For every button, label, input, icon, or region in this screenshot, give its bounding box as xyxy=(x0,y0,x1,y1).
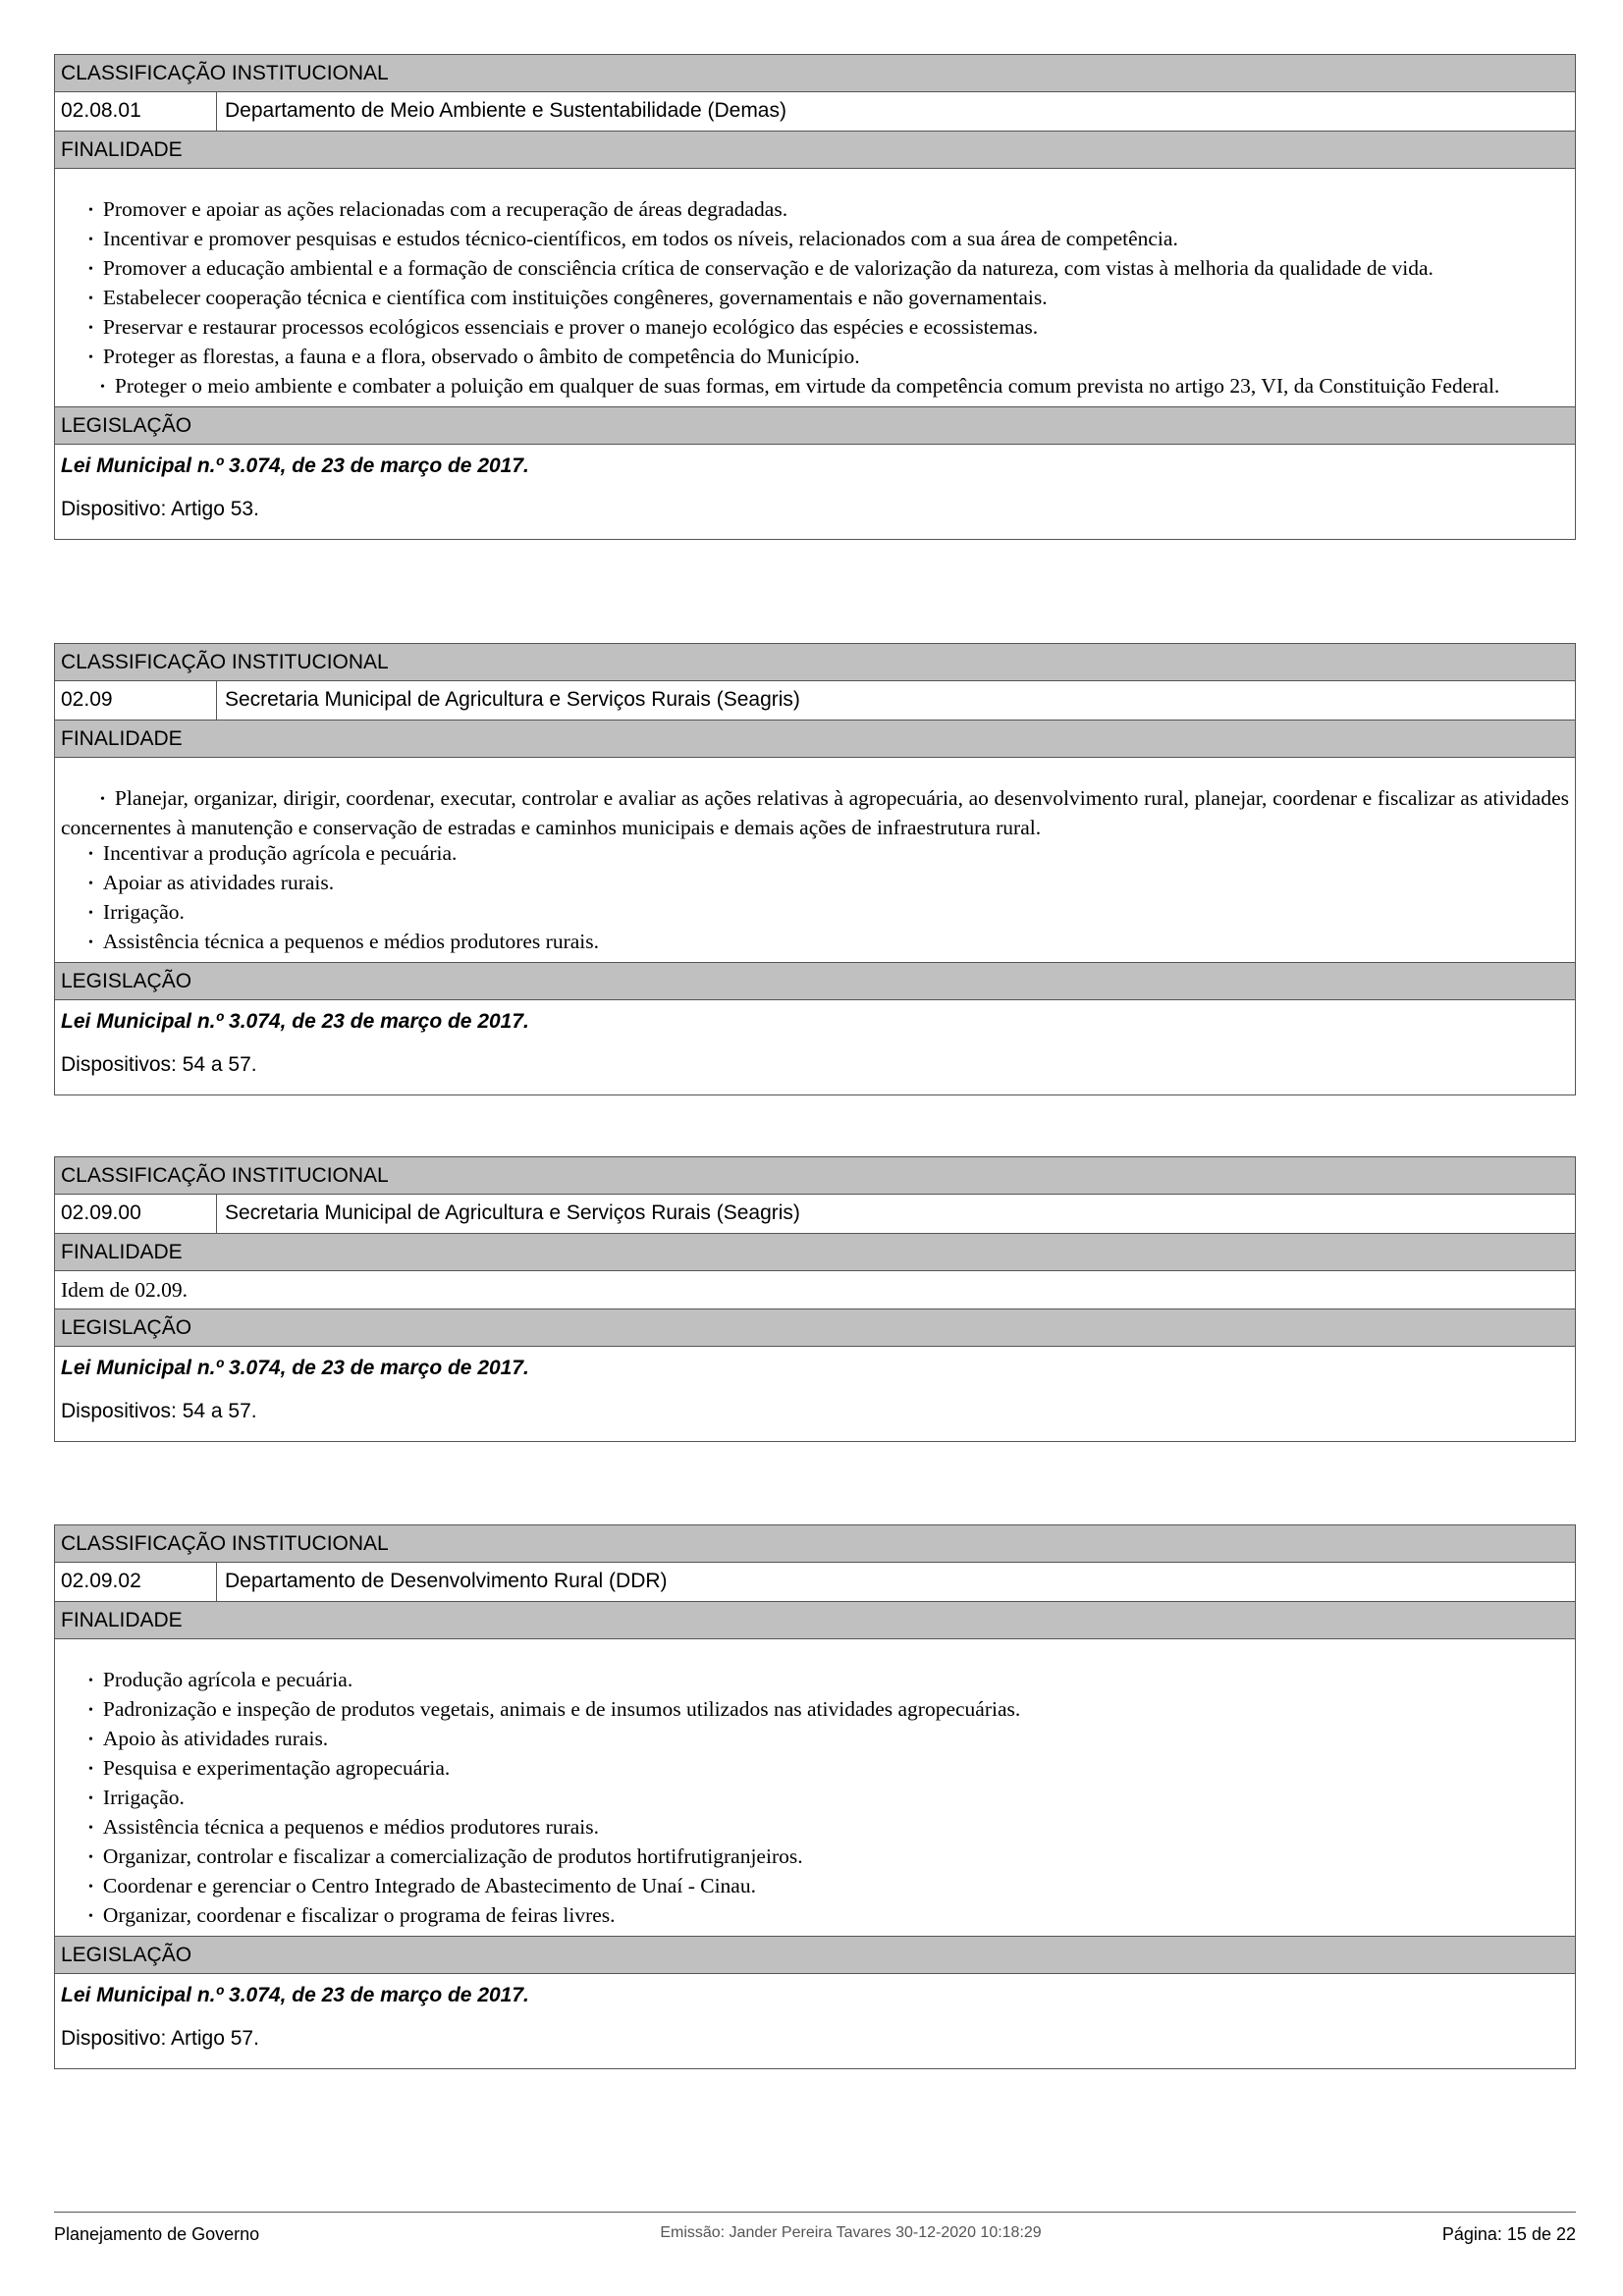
list-item: • Apoiar as atividades rurais. xyxy=(88,871,335,894)
bullet-icon: • xyxy=(88,1674,93,1688)
finalidade-header: FINALIDADE xyxy=(55,1234,1575,1271)
bullet-icon: • xyxy=(88,321,93,336)
classification-name: Departamento de Desenvolvimento Rural (DDR) xyxy=(225,1570,668,1592)
dispositivo-text: Dispositivo: Artigo 53. xyxy=(61,498,259,520)
finalidade-header: FINALIDADE xyxy=(55,1602,1575,1639)
classification-code: 02.09.02 xyxy=(55,1563,217,1601)
classification-header: CLASSIFICAÇÃO INSTITUCIONAL xyxy=(55,55,1575,92)
bullet-icon: • xyxy=(88,1880,93,1895)
bullet-icon: • xyxy=(88,1850,93,1865)
list-item: • Incentivar a produção agrícola e pecuária. xyxy=(88,841,458,865)
list-item: • Pesquisa e experimentação agropecuária. xyxy=(88,1756,451,1780)
classification-block-02-09-02 xyxy=(54,1524,1576,2069)
list-item: • Promover a educação ambiental e a formação de consciência crítica de conservação e de valorização da natureza, com vistas à melhoria da qualidade de vida. xyxy=(88,256,1434,280)
bullet-icon: • xyxy=(88,906,93,921)
dispositivo-text: Dispositivos: 54 a 57. xyxy=(61,1400,257,1422)
list-item: • Apoio às atividades rurais. xyxy=(88,1727,329,1750)
bullet-icon: • xyxy=(100,792,105,807)
law-reference: Lei Municipal n.º 3.074, de 23 de março de 2017. xyxy=(61,1984,529,2006)
finalidade-header: FINALIDADE xyxy=(55,721,1575,758)
list-item: • Produção agrícola e pecuária. xyxy=(88,1668,353,1691)
legislacao-content xyxy=(55,1000,1575,1095)
legislacao-header: LEGISLAÇÃO xyxy=(55,1309,1575,1347)
classification-block-02-09-00 xyxy=(54,1156,1576,1442)
law-reference: Lei Municipal n.º 3.074, de 23 de março de 2017. xyxy=(61,1357,529,1379)
list-item: • Coordenar e gerenciar o Centro Integrado de Abastecimento de Unaí - Cinau. xyxy=(88,1874,756,1897)
finalidade-header: FINALIDADE xyxy=(55,132,1575,169)
dispositivo-text: Dispositivo: Artigo 57. xyxy=(61,2027,259,2050)
law-reference: Lei Municipal n.º 3.074, de 23 de março de 2017. xyxy=(61,1010,529,1033)
page-number: Página: 15 de 22 xyxy=(1441,2224,1576,2244)
classification-header: CLASSIFICAÇÃO INSTITUCIONAL xyxy=(55,1157,1575,1195)
classification-name: Secretaria Municipal de Agricultura e Serviços Rurais (Seagris) xyxy=(225,688,800,711)
bullet-icon: • xyxy=(100,380,105,395)
bullet-icon: • xyxy=(88,350,93,365)
legislacao-header: LEGISLAÇÃO xyxy=(55,1937,1575,1974)
dispositivo-text: Dispositivos: 54 a 57. xyxy=(61,1053,257,1076)
classification-block-02-09 xyxy=(54,643,1576,1095)
bullet-icon: • xyxy=(88,877,93,891)
list-item: • Planejar, organizar, dirigir, coordenar, executar, controlar e avaliar as ações relativas à agropecuária, ao desenvolvimento rural, planejar, coordenar e fiscalizar as atividades concernentes à manutenção e conservação de estradas e caminhos municipais e demais ações de infraestrutura rural. xyxy=(61,786,1569,839)
list-item: • Incentivar e promover pesquisas e estudos técnico-científicos, em todos os níveis, relacionados com a sua área de competência. xyxy=(88,227,1178,250)
page-footer xyxy=(54,2212,1576,2245)
classification-code: 02.09 xyxy=(55,681,217,720)
list-item: • Padronização e inspeção de produtos vegetais, animais e de insumos utilizados nas atividades agropecuárias. xyxy=(88,1697,1021,1721)
bullet-icon: • xyxy=(88,262,93,277)
list-item: • Assistência técnica a pequenos e médios produtores rurais. xyxy=(88,1815,599,1839)
bullet-icon: • xyxy=(88,935,93,950)
legislacao-header: LEGISLAÇÃO xyxy=(55,407,1575,445)
classification-row xyxy=(55,1195,1575,1234)
bullet-icon: • xyxy=(88,1821,93,1836)
legislacao-header: LEGISLAÇÃO xyxy=(55,963,1575,1000)
classification-code: 02.08.01 xyxy=(55,92,217,131)
finalidade-text: Idem de 02.09. xyxy=(55,1271,1575,1309)
bullet-icon: • xyxy=(88,1909,93,1924)
classification-header: CLASSIFICAÇÃO INSTITUCIONAL xyxy=(55,644,1575,681)
bullet-icon: • xyxy=(88,1791,93,1806)
footer-emission: Emissão: Jander Pereira Tavares 30-12-2020 10:18:29 xyxy=(660,2224,1042,2241)
list-item: • Organizar, coordenar e fiscalizar o programa de feiras livres. xyxy=(88,1903,616,1927)
list-item: • Estabelecer cooperação técnica e científica com instituições congêneres, governamentais e não governamentais. xyxy=(88,286,1048,309)
list-item: • Irrigação. xyxy=(88,1786,185,1809)
legislacao-content xyxy=(55,1347,1575,1441)
finalidade-list xyxy=(55,169,1575,407)
bullet-icon: • xyxy=(88,1733,93,1747)
classification-name: Departamento de Meio Ambiente e Sustentabilidade (Demas) xyxy=(225,99,786,122)
list-item: • Proteger as florestas, a fauna e a flora, observado o âmbito de competência do Município. xyxy=(88,345,860,368)
finalidade-list xyxy=(55,758,1575,963)
classification-name: Secretaria Municipal de Agricultura e Serviços Rurais (Seagris) xyxy=(225,1201,800,1224)
bullet-icon: • xyxy=(88,847,93,862)
classification-row xyxy=(55,92,1575,132)
bullet-icon: • xyxy=(88,1762,93,1777)
law-reference: Lei Municipal n.º 3.074, de 23 de março de 2017. xyxy=(61,454,529,477)
classification-header: CLASSIFICAÇÃO INSTITUCIONAL xyxy=(55,1525,1575,1563)
list-item: • Assistência técnica a pequenos e médios produtores rurais. xyxy=(88,930,599,953)
list-item: • Promover e apoiar as ações relacionadas com a recuperação de áreas degradadas. xyxy=(88,197,788,221)
finalidade-list xyxy=(55,1639,1575,1937)
list-item: • Preservar e restaurar processos ecológicos essenciais e prover o manejo ecológico das espécies e ecossistemas. xyxy=(88,315,1039,339)
footer-title: Planejamento de Governo xyxy=(54,2224,260,2244)
bullet-icon: • xyxy=(88,233,93,247)
list-item: • Proteger o meio ambiente e combater a poluição em qualquer de suas formas, em virtude da competência comum prevista no artigo 23, VI, da Constituição Federal. xyxy=(100,374,1500,398)
list-item: • Organizar, controlar e fiscalizar a comercialização de produtos hortifrutigranjeiros. xyxy=(88,1844,803,1868)
legislacao-content xyxy=(55,1974,1575,2068)
bullet-icon: • xyxy=(88,203,93,218)
legislacao-content xyxy=(55,445,1575,539)
bullet-icon: • xyxy=(88,292,93,306)
classification-row xyxy=(55,681,1575,721)
list-item: • Irrigação. xyxy=(88,900,185,924)
classification-code: 02.09.00 xyxy=(55,1195,217,1233)
classification-block-02-08-01 xyxy=(54,54,1576,540)
classification-row xyxy=(55,1563,1575,1602)
bullet-icon: • xyxy=(88,1703,93,1718)
